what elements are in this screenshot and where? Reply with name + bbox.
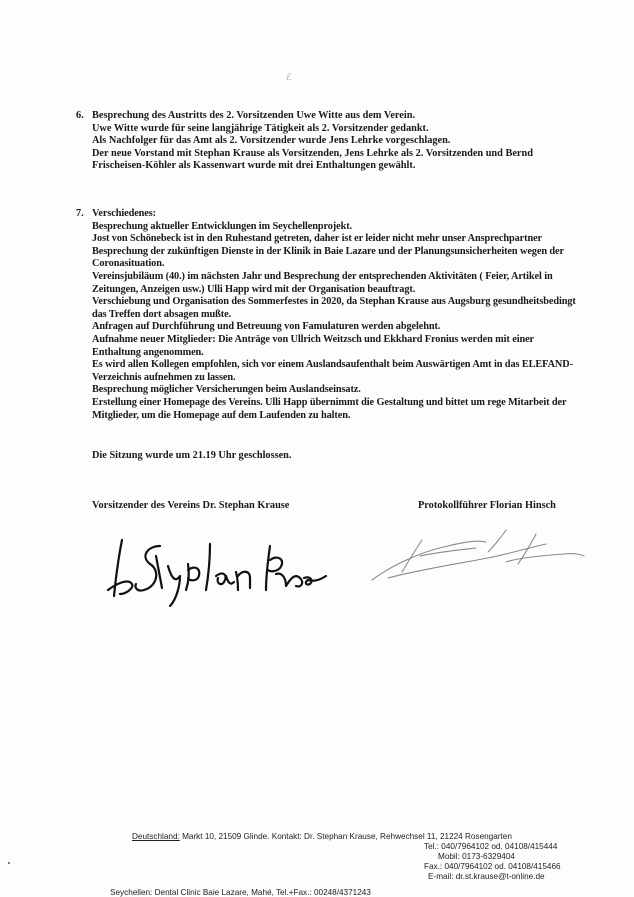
chairman-signature xyxy=(100,520,330,610)
section-6 xyxy=(76,110,596,173)
footer-email: E-mail: dr.st.krause@t-online.de xyxy=(428,872,545,881)
footer-tel: Tel.: 040/7964102 od. 04108/415444 xyxy=(424,842,558,851)
section-7-line: Anfragen auf Durchführung und Betreuung von Famulaturen werden abgelehnt. xyxy=(92,321,441,333)
section-7-line: Besprechung der zukünftigen Dienste in der Klinik in Baie Lazare und der Planungsunsicherheiten wegen der xyxy=(92,245,564,257)
secretary-label: Protokollführer Florian Hinsch xyxy=(418,500,556,511)
section-7-line: Besprechung aktueller Entwicklungen im Seychellenprojekt. xyxy=(92,220,353,232)
section-7-line: Mitglieder, um die Homepage auf dem Laufenden zu halten. xyxy=(92,409,351,421)
section-6-number: 6. xyxy=(76,110,84,121)
scan-speck xyxy=(8,862,10,864)
section-7-line: Jost von Schönebeck ist in den Ruhestand getreten, daher ist er leider nicht mehr unser Ansprechpartner xyxy=(92,233,543,245)
section-6-line: Uwe Witte wurde für seine langjährige Tätigkeit als 2. Vorsitzender gedankt. xyxy=(92,122,429,134)
section-7-line: Es wird allen Kollegen empfohlen, sich vor einem Auslandsaufenthalt beim Auswärtigen Amt in das ELEFAND- xyxy=(92,359,573,371)
section-7-line: Besprechung möglicher Versicherungen beim Auslandseinsatz. xyxy=(92,384,361,396)
section-6-line: Als Nachfolger für das Amt als 2. Vorsitzender wurde Jens Lehrke vorgeschlagen. xyxy=(92,135,451,147)
section-6-line: Der neue Vorstand mit Stephan Krause als Vorsitzenden, Jens Lehrke als 2. Vorsitzenden und Bernd xyxy=(92,147,533,159)
section-7-line: Coronasituation. xyxy=(92,258,165,270)
footer-seychelles: Seychellen: Dental Clinic Baie Lazare, Mahé, Tel.+Fax.: 00248/4371243 xyxy=(110,888,371,897)
footer-fax: Fax.: 040/7964102 od. 04108/415466 xyxy=(424,862,561,871)
section-7-line: Erstellung einer Homepage des Vereins. Ulli Happ übernimmt die Gestaltung und bittet um rege Mitarbeit der xyxy=(92,396,567,408)
footer-address-text: Markt 10, 21509 Glinde. Kontakt: Dr. Stephan Krause, Rehwechsel 11, 21224 Rosengarten xyxy=(179,832,512,841)
section-7-number: 7. xyxy=(76,208,84,219)
section-7-line: Verschiedenes: xyxy=(92,208,156,219)
section-6-line: Frischeisen-Köhler als Kassenwart wurde mit drei Enthaltungen gewählt. xyxy=(92,160,416,172)
section-7 xyxy=(76,208,616,422)
chairman-label: Vorsitzender des Vereins Dr. Stephan Krause xyxy=(92,500,290,511)
secretary-signature xyxy=(368,522,588,586)
section-7-line: Vereinsjubiläum (40.) im nächsten Jahr und Besprechung der entsprechenden Aktivitäten ( Feier, Artikel in xyxy=(92,270,553,282)
section-7-line: das Treffen dort absagen mußte. xyxy=(92,308,232,320)
section-7-line: Verschiebung und Organisation des Sommerfestes in 2020, da Stephan Krause aus Augsburg gesundheitsbedingt xyxy=(92,296,576,308)
section-7-line: Aufnahme neuer Mitglieder: Die Anträge von Ullrich Weitzsch und Ekkhard Fronius werden mit einer xyxy=(92,333,535,345)
section-6-line: Besprechung des Austritts des 2. Vorsitzenden Uwe Witte aus dem Verein. xyxy=(92,110,416,121)
footer-country-label: Deutschland: xyxy=(132,832,180,841)
section-7-line: Zeitungen, Anzeigen usw.) Ulli Happ wird mit der Organisation beauftragt. xyxy=(92,283,416,295)
section-7-line: Enthaltung angenommen. xyxy=(92,346,204,358)
closing-statement: Die Sitzung wurde um 21.19 Uhr geschlossen. xyxy=(92,450,292,461)
page-mark: ℰ xyxy=(286,72,292,82)
footer-address xyxy=(132,832,512,841)
section-7-line: Verzeichnis aufnehmen zu lassen. xyxy=(92,371,236,383)
footer-mobil: Mobil: 0173-6329404 xyxy=(438,852,515,861)
